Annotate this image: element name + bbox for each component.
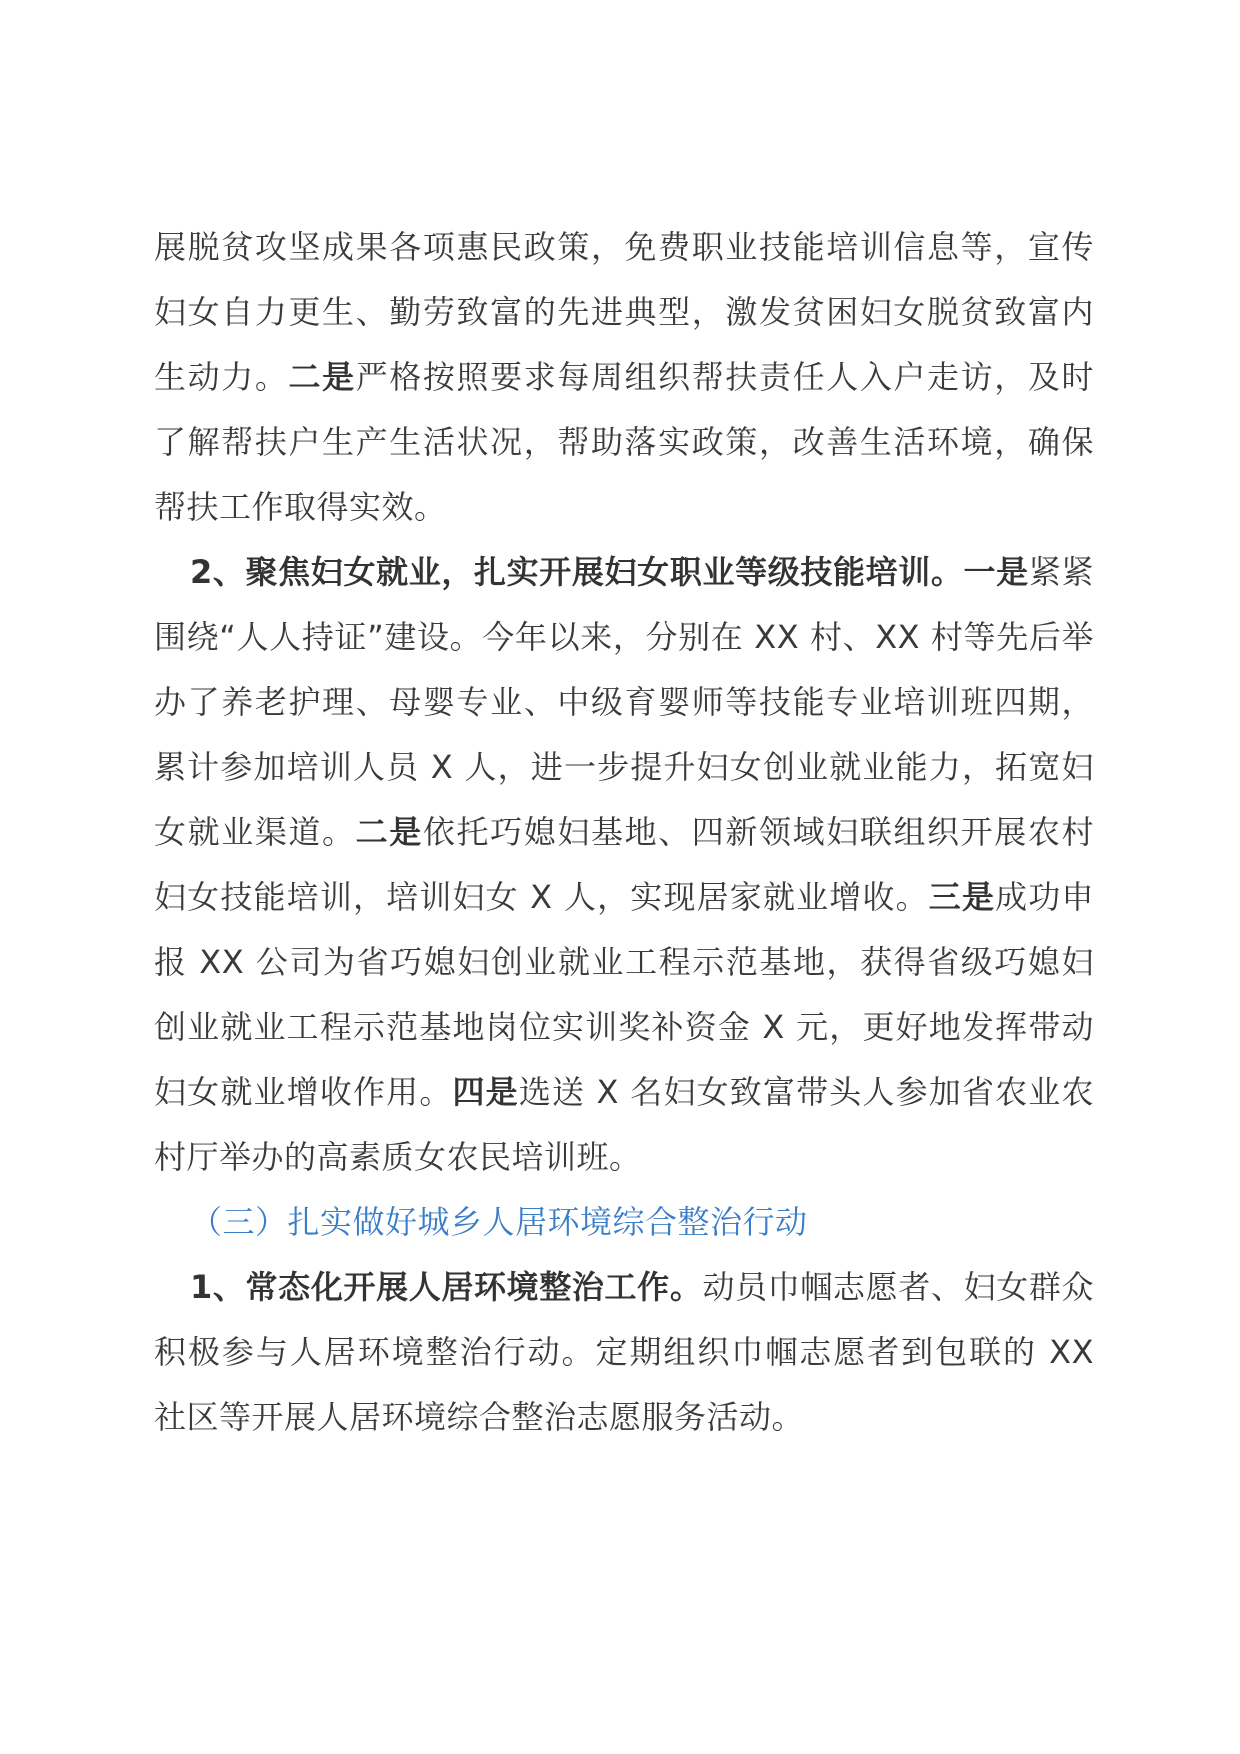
section-heading-environment-work: 1、常态化开展人居环境整治工作。 <box>190 1268 703 1306</box>
paragraph-text: 选送 X 名妇女致富带头人参加省农业农村厅举办的高素质女农民培训班。 <box>154 1073 1094 1176</box>
paragraph-text: 成功申报 XX 公司为省巧媳妇创业就业工程示范基地，获得省级巧媳妇创业就业工程示范基地岗位实训奖补资金 X 元，更好地发挥带动妇女就业增收作用。 <box>154 878 1094 1111</box>
paragraph-text: 动员巾帼志愿者、妇女群众积极参与人居环境整治行动。定期组织巾帼志愿者到包联的 XX 社区等开展人居环境综合整治志愿服务活动。 <box>154 1268 1094 1436</box>
bold-marker-third: 三是 <box>928 878 996 916</box>
paragraph-poverty-assistance <box>154 215 1094 540</box>
paragraph-text: 依托巧媳妇基地、四新领域妇联组织开展农村妇女技能培训，培训妇女 X 人，实现居家就业增收。 <box>154 813 1094 916</box>
bold-marker-second: 二是 <box>288 358 356 396</box>
document-body <box>154 215 1094 1450</box>
bold-marker-second: 二是 <box>355 813 423 851</box>
bold-marker-first: 一是 <box>963 553 1029 591</box>
section-heading-women-employment: 2、聚焦妇女就业，扎实开展妇女职业等级技能培训。 <box>190 553 964 591</box>
paragraph-environment-work <box>154 1255 1094 1450</box>
section-heading-living-environment: （三）扎实做好城乡人居环境综合整治行动 <box>190 1203 808 1241</box>
paragraph-text: 展脱贫攻坚成果各项惠民政策，免费职业技能培训信息等，宣传妇女自力更生、勤劳致富的先进典型，激发贫困妇女脱贫致富内生动力。 <box>154 228 1094 396</box>
paragraph-text: 紧紧围绕“人人持证”建设。今年以来，分别在 XX 村、XX 村等先后举办了养老护理、母婴专业、中级育婴师等技能专业培训班四期，累计参加培训人员 X 人，进一步提升妇女创业就业能力，拓宽妇女就业渠道。 <box>154 553 1094 851</box>
paragraph-text: 严格按照要求每周组织帮扶责任人入户走访，及时了解帮扶户生产生活状况，帮助落实政策，改善生活环境，确保帮扶工作取得实效。 <box>154 358 1094 526</box>
paragraph-women-employment <box>154 540 1094 1190</box>
bold-marker-fourth: 四是 <box>452 1073 519 1111</box>
